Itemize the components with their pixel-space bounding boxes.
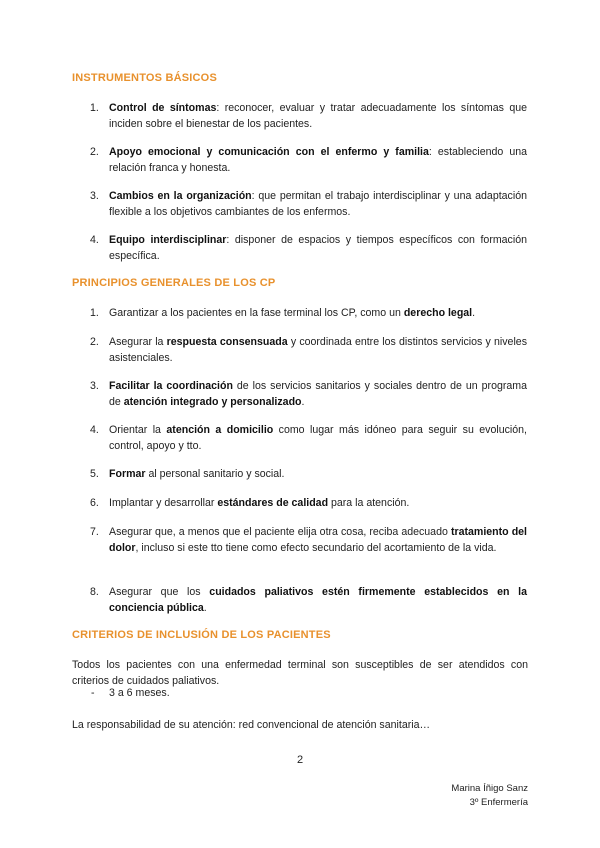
page-number: 2 (296, 754, 304, 766)
list-item: 2. Asegurar la respuesta consensuada y coordinada entre los distintos servicios y niveles asistenciales. (90, 336, 527, 364)
dash-bullet: - (91, 687, 95, 699)
list-item: 5. Formar al personal sanitario y social. (90, 468, 285, 480)
list-item: 1. Control de síntomas: reconocer, evaluar y tratar adecuadamente los síntomas que inciden sobre el bienestar de los pacientes. (90, 102, 528, 130)
list-item: 4. Orientar la atención a domicilio como lugar más idóneo para seguir su evolución, control, apoyo y tto. (90, 424, 527, 452)
list-item: 8. Asegurar que los cuidados paliativos estén firmemente establecidos en la conciencia pública. (90, 586, 527, 614)
footer-author: Marina Íñigo Sanz (451, 783, 528, 794)
list-item: 3. Cambios en la organización: que permitan el trabajo interdisciplinar y una adaptación flexible a los objetivos cambiantes de los enfermos. (90, 190, 527, 218)
list-item: 4. Equipo interdisciplinar: disponer de espacios y tiempos específicos con formación específica. (90, 234, 527, 262)
section-heading-instrumentos: INSTRUMENTOS BÁSICOS (72, 72, 217, 84)
footer-course: 3º Enfermería (469, 797, 528, 808)
criterios-intro: Todos los pacientes con una enfermedad terminal son susceptibles de ser atendidos con criterios de cuidados paliativos. (72, 659, 528, 687)
section-heading-criterios: CRITERIOS DE INCLUSIÓN DE LOS PACIENTES (72, 629, 331, 641)
list-item: 7. Asegurar que, a menos que el paciente elija otra cosa, reciba adecuado tratamiento del dolor, incluso si este tto tiene como efecto secundario del acortamiento de la vida. (90, 526, 528, 554)
list-item: 6. Implantar y desarrollar estándares de calidad para la atención. (90, 497, 410, 509)
section-heading-principios: PRINCIPIOS GENERALES DE LOS CP (72, 277, 276, 289)
list-item: 2. Apoyo emocional y comunicación con el enfermo y familia: estableciendo una relación franca y honesta. (90, 146, 527, 174)
list-item: 1. Garantizar a los pacientes en la fase terminal los CP, como un derecho legal. (90, 307, 476, 319)
responsabilidad-text: La responsabilidad de su atención: red convencional de atención sanitaria… (72, 719, 431, 731)
bullet-item: 3 a 6 meses. (109, 687, 170, 699)
list-item: 3. Facilitar la coordinación de los servicios sanitarios y sociales dentro de un programa de atención integrado y personalizado. (90, 380, 527, 408)
